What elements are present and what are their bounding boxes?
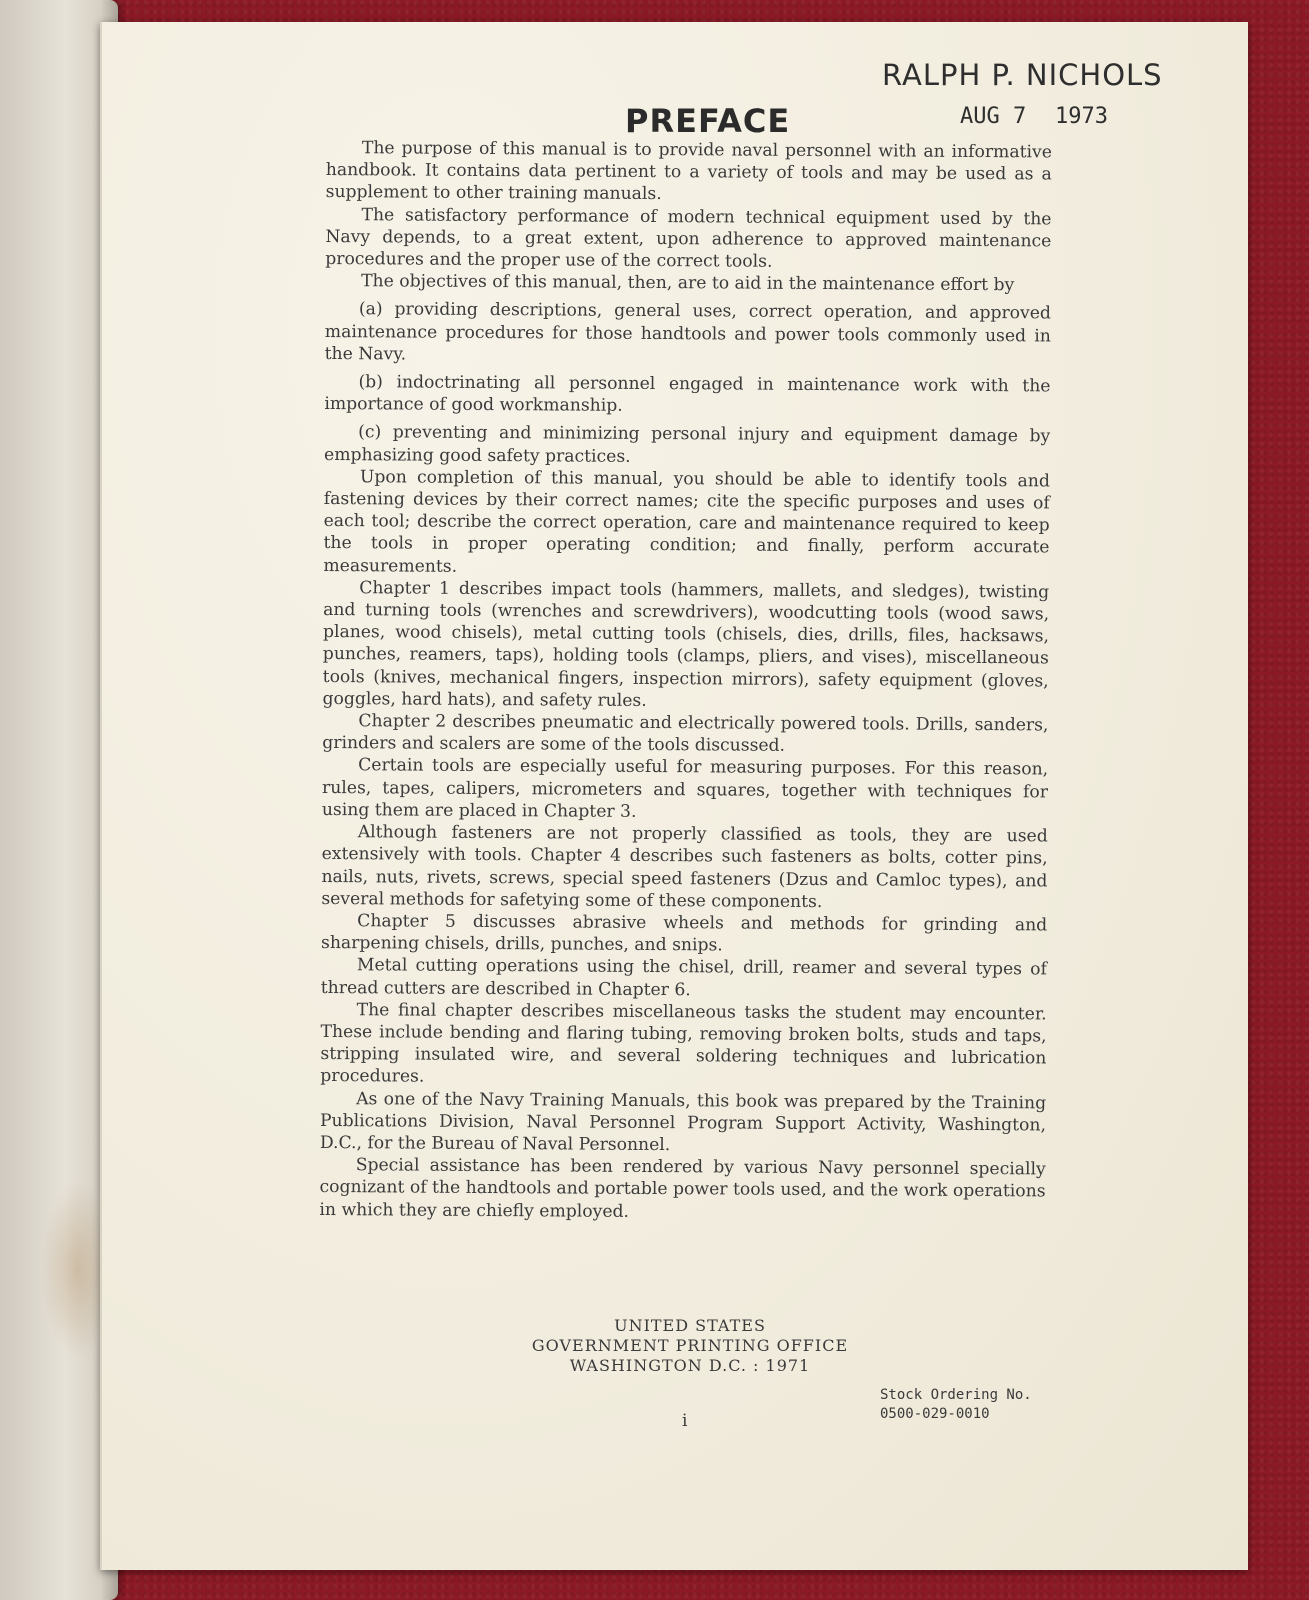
stock-number: 0500-029-0010 bbox=[880, 1406, 990, 1422]
paragraph-chapter-1: Chapter 1 describes impact tools (hammers, mallets, and sledges), twisting and turning tools (wrenches and screwdrivers), woodcutting tools (wood saws, planes, wood chisels), metal cutting tools (chisels, dies, drills, files, hacksaws, punches, reamers, taps), holding tools (clamps, pliers, and vises), miscellaneous tools (knives, mechanical fingers, inspection mirrors), safety equipment (gloves, goggles, hard hats), and safety rules. bbox=[322, 578, 1050, 711]
paragraph: The purpose of this manual is to provide naval personnel with an informative handbook. It contains data pertinent to a variety of tools and may be used as a supplement to other training manuals. bbox=[325, 138, 1052, 205]
imprint-line: UNITED STATES bbox=[614, 1316, 766, 1335]
paragraph-chapter-3: Certain tools are especially useful for measuring purposes. For this reason, rules, tapes, calipers, micrometers and squares, together with techniques for using them are placed in Chapter 3. bbox=[321, 755, 1049, 822]
paragraph-item-b: (b) indoctrinating all personnel engaged in maintenance work with the importance of good workmanship. bbox=[324, 372, 1051, 417]
owner-stamp-year: 1973 bbox=[1055, 104, 1108, 129]
paragraph: The objectives of this manual, then, are to aid in the maintenance effort by bbox=[361, 271, 1015, 296]
paragraph-chapter-2: Chapter 2 describes pneumatic and electrically powered tools. Drills, sanders, grinders and scalers are some of the tools discussed. bbox=[322, 711, 1049, 757]
owner-stamp-date: AUG 7 bbox=[960, 104, 1027, 129]
paragraph: The satisfactory performance of modern technical equipment used by the Navy depends, to a great extent, upon adherence to approved maintenance procedures and the proper use of the correct tools. bbox=[325, 204, 1052, 272]
stock-label: Stock Ordering No. bbox=[880, 1387, 1032, 1403]
page-number: i bbox=[682, 1411, 688, 1431]
printer-imprint bbox=[510, 1316, 870, 1376]
paragraph-item-c: (c) preventing and minimizing personal injury and equipment damage by emphasizing good safety practices. bbox=[323, 422, 1051, 467]
preface-body bbox=[319, 137, 1052, 1225]
paragraph-chapter-6: Metal cutting operations using the chisel, drill, reamer and several types of thread cutters are described in Chapter 6. bbox=[320, 955, 1047, 1000]
paragraph-final-chapter: The final chapter describes miscellaneous tasks the student may encounter. These include bending and flaring tubing, removing broken bolts, studs and taps, stripping insulated wire, and several soldering techniques and lubrication procedures. bbox=[320, 999, 1047, 1087]
paragraph-item-a: (a) providing descriptions, general uses, correct operation, and approved maintenance procedures for those handtools and power tools commonly used in the Navy. bbox=[324, 299, 1051, 365]
paragraph-chapter-4: Although fasteners are not properly classified as tools, they are used extensively with tools. Chapter 4 describes such fasteners as bolts, cotter pins, nails, nuts, rivets, screws, special speed fasteners (Dzus and Camloc types), and several methods for safetying some of these components. bbox=[321, 822, 1048, 912]
paragraph: Upon completion of this manual, you should be able to identify tools and fastening devices by their correct names; cite the specific purposes and uses of each tool; describe the correct operation, care and maintenance required to keep the tools in proper operating condition; and finally, perform accurate measurements. bbox=[323, 467, 1050, 577]
stock-ordering-block bbox=[880, 1386, 1032, 1424]
paragraph-chapter-5: Chapter 5 discusses abrasive wheels and methods for grinding and sharpening chisels, drills, punches, and snips. bbox=[321, 911, 1048, 956]
paragraph: As one of the Navy Training Manuals, this book was prepared by the Training Publications Division, Naval Personnel Program Support Activity, Washington, D.C., for the Bureau of Naval Personnel. bbox=[319, 1088, 1047, 1156]
owner-stamp-name: RALPH P. NICHOLS bbox=[882, 58, 1163, 92]
imprint-line: WASHINGTON D.C. : 1971 bbox=[569, 1356, 811, 1375]
imprint-line: GOVERNMENT PRINTING OFFICE bbox=[531, 1336, 849, 1355]
paragraph: Special assistance has been rendered by various Navy personnel specially cognizant of the handtools and portable power tools used, and the work operations in which they are chiefly employed. bbox=[319, 1155, 1046, 1222]
page-title: PREFACE bbox=[625, 102, 791, 140]
